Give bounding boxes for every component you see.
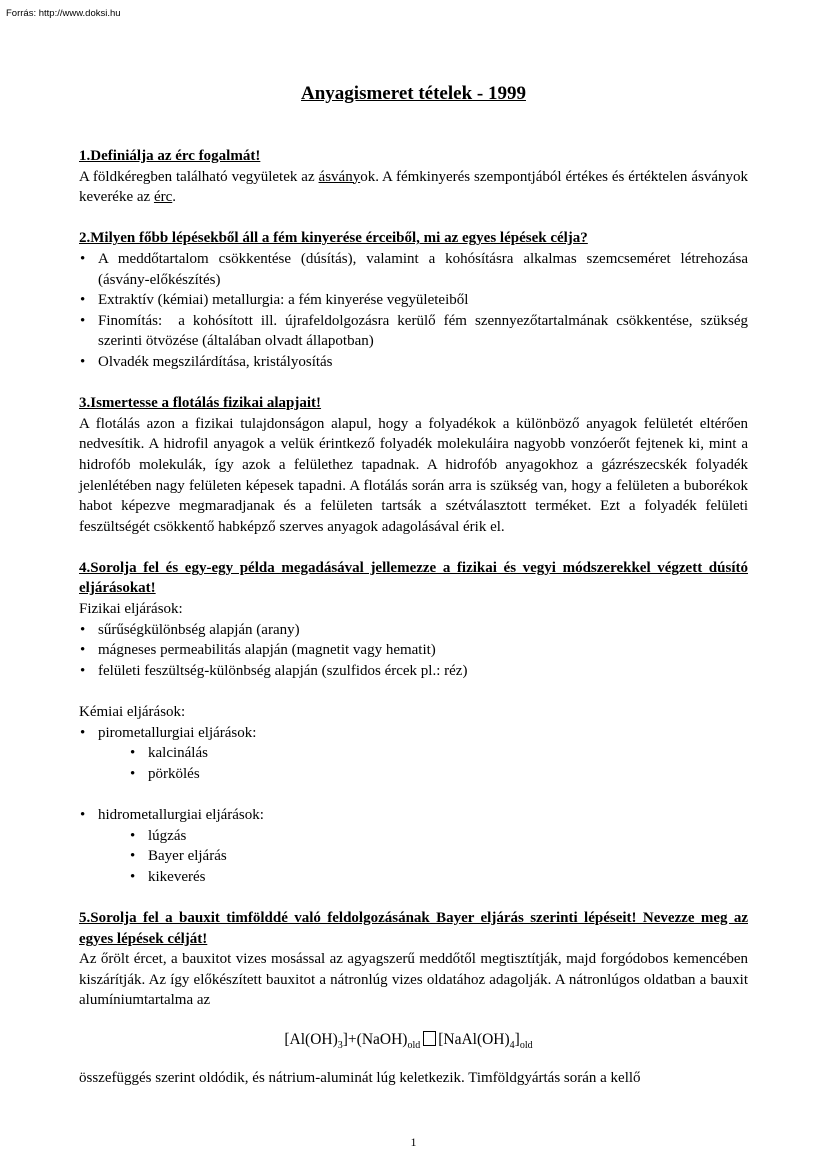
source-url: Forrás: http://www.doksi.hu — [6, 8, 121, 19]
question-4: 4.Sorolja fel és egy-egy példa megadásával jellemezze a fizikai és vegyi módszerekkel végzett dúsító eljárásokat! — [79, 559, 748, 597]
answer-5: Az őrölt ércet, a bauxitot vizes mosással az agyagszerű meddőtől megtisztítják, majd forgódobos kemencében kiszárítják. Az így előkészített bauxitot a nátronlúg vizes oldatához adagolják. A nátronlúgos oldatban a bauxit alumíniumtartalma az — [79, 951, 748, 1009]
list-item: • hidrometallurgiai eljárások: — [79, 805, 748, 826]
term-asvany: ásvány — [318, 168, 361, 185]
list-item: • Extraktív (kémiai) metallurgia: a fém kinyerése vegyületeiből — [79, 290, 748, 311]
page-title: Anyagismeret tételek - 1999 — [301, 83, 526, 104]
list-item: • kalcinálás — [79, 743, 748, 764]
answer-5-continued: összefüggés szerint oldódik, és nátrium-aluminát lúg keletkezik. Timföldgyártás során a kellő — [79, 1069, 641, 1086]
physical-list — [79, 620, 748, 682]
steps-list — [79, 249, 752, 373]
list-item: • felületi feszültség-különbség alapján (szulfidos ércek pl.: réz) — [79, 661, 748, 682]
question-5: 5.Sorolja fel a bauxit timfölddé való feldolgozásának Bayer eljárás szerinti lépéseit! Nevezze meg az egyes lépések célját! — [79, 909, 748, 947]
answer-3: A flotálás azon a fizikai tulajdonságon alapul, hogy a folyadékok a különböző anyagok felületét eltérően nedvesítik. A hidrofil anyagok a velük érintkező folyadék molekuláira nagyobb vonzóerőt fejtenek ki, mint a hidrofób molekulák, így azok a felülethez tapadnak. A hidrofób anyagokhoz a gázrészecskék folyadék jelenlétében nagy felületen képesek tapadni. A flotálás során arra is szükség van, hogy a felületen a buborékok habot képezve megmaradjanak és a felületen tartsák a szétválasztott terméket. Ezt a folyadék felületi feszültségét csökkentő habképző szerves anyagok adagolásával érik el. — [79, 415, 748, 535]
chemical-list — [79, 723, 748, 744]
chemical-label: Kémiai eljárások: — [79, 704, 186, 721]
list-item: • Finomítás: a kohósított ill. újrafeldolgozásra kerülő fém szennyezőtartalmának csökkentése, szükség szerinti ötvözése (általában olvadt állapotban) — [79, 311, 748, 352]
question-1: 1.Definiálja az érc fogalmát! — [79, 148, 261, 164]
list-item: • A meddőtartalom csökkentése (dúsítás), valamint a kohósításra alkalmas szemcseméret létrehozása (ásvány-előkészítés) — [79, 249, 748, 290]
chemical-formula: $[Al(OH)_3]+(NaOH)_{old}$ $[NaAl(OH)_4]_{old}$ — [284, 1030, 533, 1052]
list-item: • sűrűségkülönbség alapján (arany) — [79, 620, 748, 641]
list-item: • mágneses permeabilitás alapján (magnetit vagy hematit) — [79, 640, 748, 661]
list-item: • lúgzás — [79, 826, 748, 847]
list-item: • kikeverés — [79, 867, 748, 888]
hydro-header-list — [79, 805, 748, 826]
missing-glyph-box — [423, 1031, 436, 1046]
physical-label: Fizikai eljárások: — [79, 601, 183, 618]
list-item: • pirometallurgiai eljárások: — [79, 723, 748, 744]
list-item: • pörkölés — [79, 764, 748, 785]
pyro-list — [79, 743, 748, 784]
term-erc: érc — [153, 189, 173, 206]
page-number: 1 — [410, 1135, 417, 1149]
hydro-list — [79, 826, 748, 888]
question-2: 2.Milyen főbb lépésekből áll a fém kinyerése érceiből, mi az egyes lépések célja? — [79, 230, 588, 247]
answer-1: A földkéregben található vegyületek az ásványok. A fémkinyerés szempontjából értékes és értéktelen ásványok keveréke az érc. — [79, 168, 748, 206]
list-item: • Bayer eljárás — [79, 846, 748, 867]
list-item: • Olvadék megszilárdítása, kristályosítás — [79, 352, 748, 373]
document-body — [79, 146, 752, 1088]
question-3: 3.Ismertesse a flotálás fizikai alapjait! — [79, 395, 322, 412]
